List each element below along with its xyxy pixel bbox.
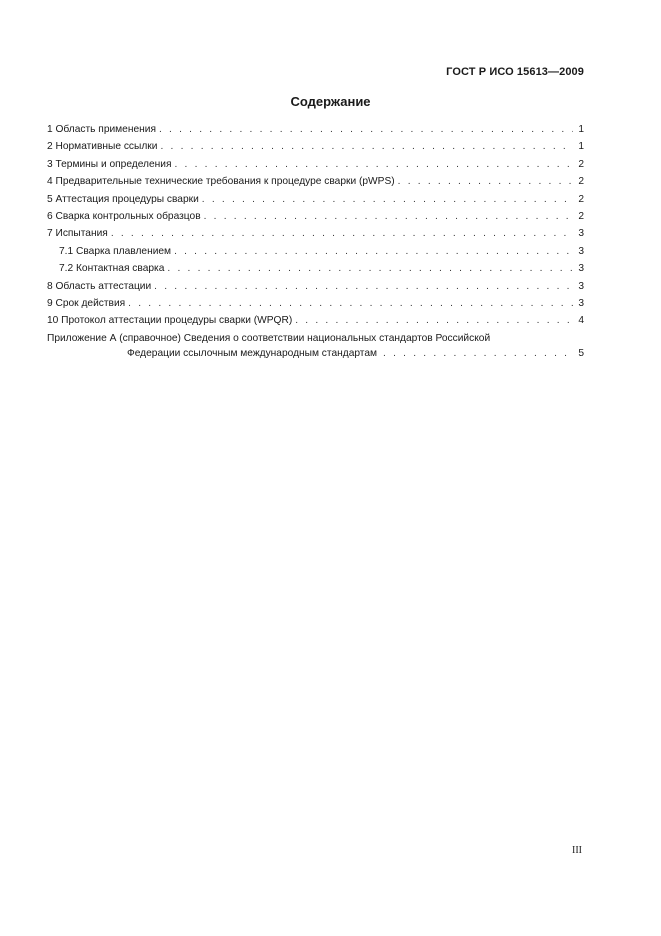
- document-code: ГОСТ Р ИСО 15613—2009: [446, 66, 584, 78]
- table-of-contents: [47, 121, 584, 361]
- page-number: III: [572, 845, 582, 856]
- toc-entry-label: 3 Термины и определения: [47, 158, 172, 170]
- toc-leader-dots: [174, 243, 573, 260]
- toc-entry-label: 5 Аттестация процедуры сварки: [47, 193, 199, 205]
- toc-entry-label: 2 Нормативные ссылки: [47, 141, 158, 153]
- toc-entry-label: 7 Испытания: [47, 228, 108, 240]
- toc-entry-range-of-qualification[interactable]: [47, 278, 584, 295]
- appendix-title-line1: Приложение А (справочное) Сведения о соответствии национальных стандартов Российской: [47, 332, 491, 344]
- toc-entry-label: 9 Срок действия: [47, 297, 126, 309]
- toc-entry-page: 3: [578, 245, 584, 257]
- toc-entry-page: 2: [578, 158, 584, 170]
- toc-entry-page: 1: [578, 141, 584, 153]
- toc-leader-dots: [154, 278, 573, 295]
- toc-entry-validity[interactable]: [47, 295, 584, 312]
- toc-entry-resistance-welding[interactable]: [47, 260, 584, 277]
- toc-entry-page: 3: [578, 297, 584, 309]
- toc-leader-dots: [167, 260, 573, 277]
- toc-leader-dots: [295, 312, 573, 329]
- toc-leader-dots: [383, 346, 573, 361]
- toc-entry-testing[interactable]: [47, 225, 584, 242]
- toc-entry-qualification[interactable]: [47, 191, 584, 208]
- toc-entry-page: 1: [578, 124, 584, 135]
- toc-entry-page: 2: [578, 193, 584, 205]
- toc-entry-scope[interactable]: [47, 121, 584, 138]
- toc-leader-dots: [128, 295, 573, 312]
- toc-entry-page: 3: [578, 263, 584, 275]
- toc-entry-test-pieces[interactable]: [47, 208, 584, 225]
- toc-entry-page: 5: [578, 347, 584, 359]
- toc-entry-page: 3: [578, 280, 584, 292]
- toc-leader-dots: [160, 138, 573, 155]
- toc-entry-page: 2: [578, 210, 584, 222]
- toc-leader-dots: [174, 156, 573, 173]
- toc-leader-dots: [398, 173, 573, 190]
- toc-entry-label: 10 Протокол аттестации процедуры сварки (WPQR): [47, 315, 293, 327]
- toc-leader-dots: [204, 208, 573, 225]
- toc-entry-label: 4 Предварительные технические требования к процедуре сварки (pWPS): [47, 176, 395, 188]
- toc-entry-terms[interactable]: [47, 156, 584, 173]
- toc-entry-label: 6 Сварка контрольных образцов: [47, 210, 201, 222]
- toc-entry-label: 1 Область применения: [47, 124, 156, 135]
- toc-entry-page: 4: [578, 315, 584, 327]
- toc-entry-page: 2: [578, 176, 584, 188]
- toc-entry-label: 8 Область аттестации: [47, 280, 152, 292]
- toc-leader-dots: [159, 121, 573, 138]
- toc-entry-fusion-welding[interactable]: [47, 243, 584, 260]
- toc-entry-page: 3: [578, 228, 584, 240]
- toc-leader-dots: [111, 225, 573, 242]
- toc-leader-dots: [202, 191, 573, 208]
- toc-entry-pwps[interactable]: [47, 173, 584, 190]
- appendix-title-line2: Федерации ссылочным международным стандартам: [127, 347, 378, 359]
- toc-entry-label: 7.1 Сварка плавлением: [59, 245, 172, 257]
- toc-title: Содержание: [290, 94, 371, 109]
- toc-entry-appendix-a[interactable]: [47, 331, 584, 361]
- toc-entry-wpqr[interactable]: [47, 312, 584, 329]
- toc-entry-normative-references[interactable]: [47, 138, 584, 155]
- toc-entry-label: 7.2 Контактная сварка: [59, 263, 165, 275]
